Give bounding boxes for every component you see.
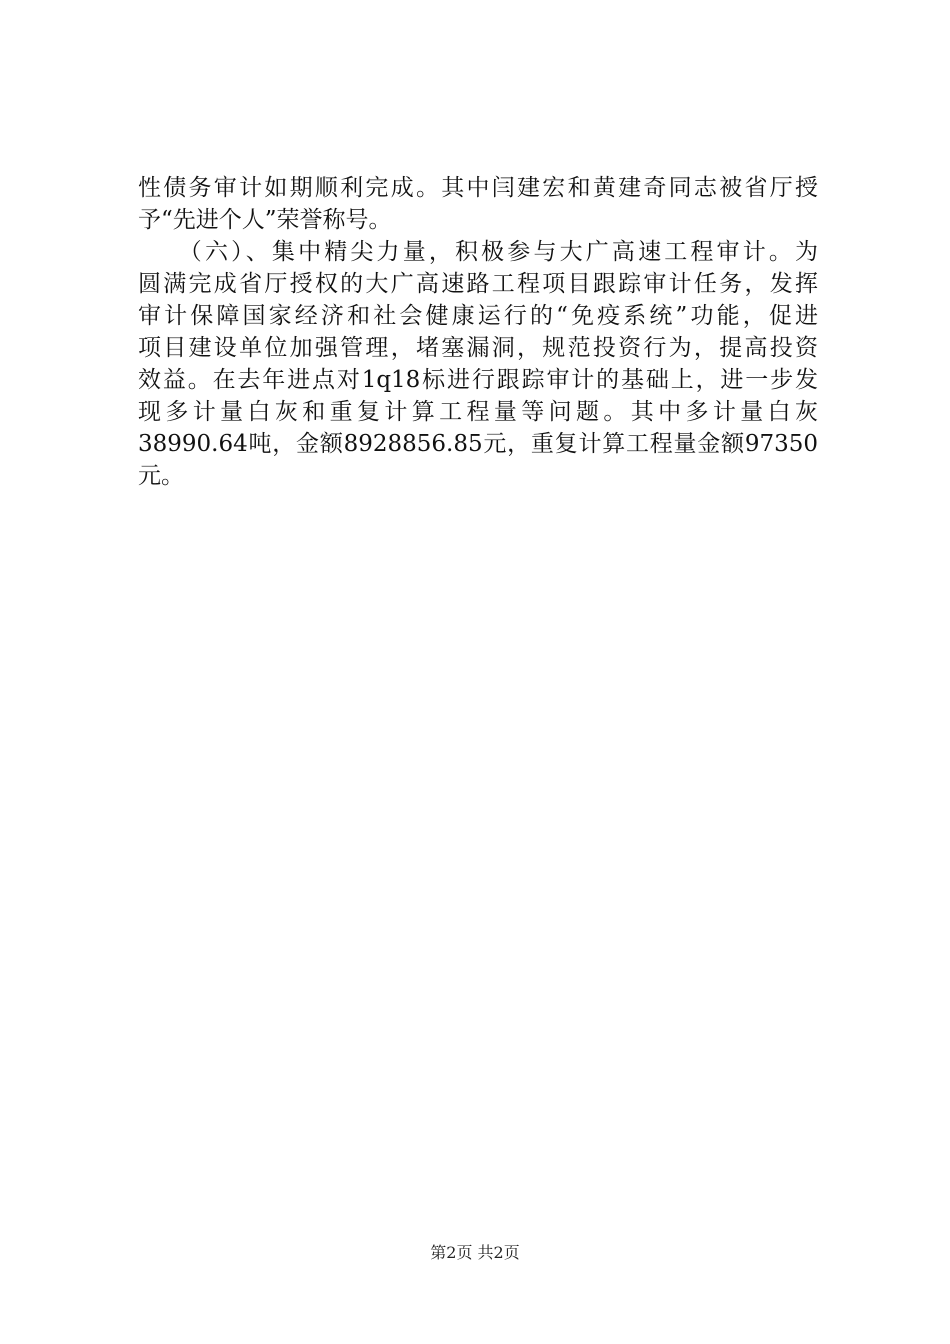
text-line: 性债务审计如期顺利完成。其中闫建宏和黄建奇同志被省厅授 <box>138 175 818 201</box>
text-line: 效益。在去年进点对1q18标进行跟踪审计的基础上，进一步发 <box>138 367 818 393</box>
page-footer <box>0 1242 950 1264</box>
text-line: 元。 <box>138 463 184 489</box>
text-line: 现多计量白灰和重复计算工程量等问题。其中多计量白灰 <box>138 399 818 425</box>
text-line: 圆满完成省厅授权的大广高速路工程项目跟踪审计任务，发挥 <box>138 271 818 297</box>
text-line: 予“先进个人”荣誉称号。 <box>138 207 392 233</box>
text-line: 项目建设单位加强管理，堵塞漏洞，规范投资行为，提高投资 <box>138 335 818 361</box>
document-body <box>138 172 818 492</box>
text-line: 审计保障国家经济和社会健康运行的“免疫系统”功能，促进 <box>138 303 818 329</box>
text-line: （六）、集中精尖力量，积极参与大广高速工程审计。为 <box>138 239 818 265</box>
text-line: 38990.64吨，金额8928856.85元，重复计算工程量金额97350 <box>138 431 818 457</box>
page-number-label: 第2页 共2页 <box>430 1243 520 1262</box>
